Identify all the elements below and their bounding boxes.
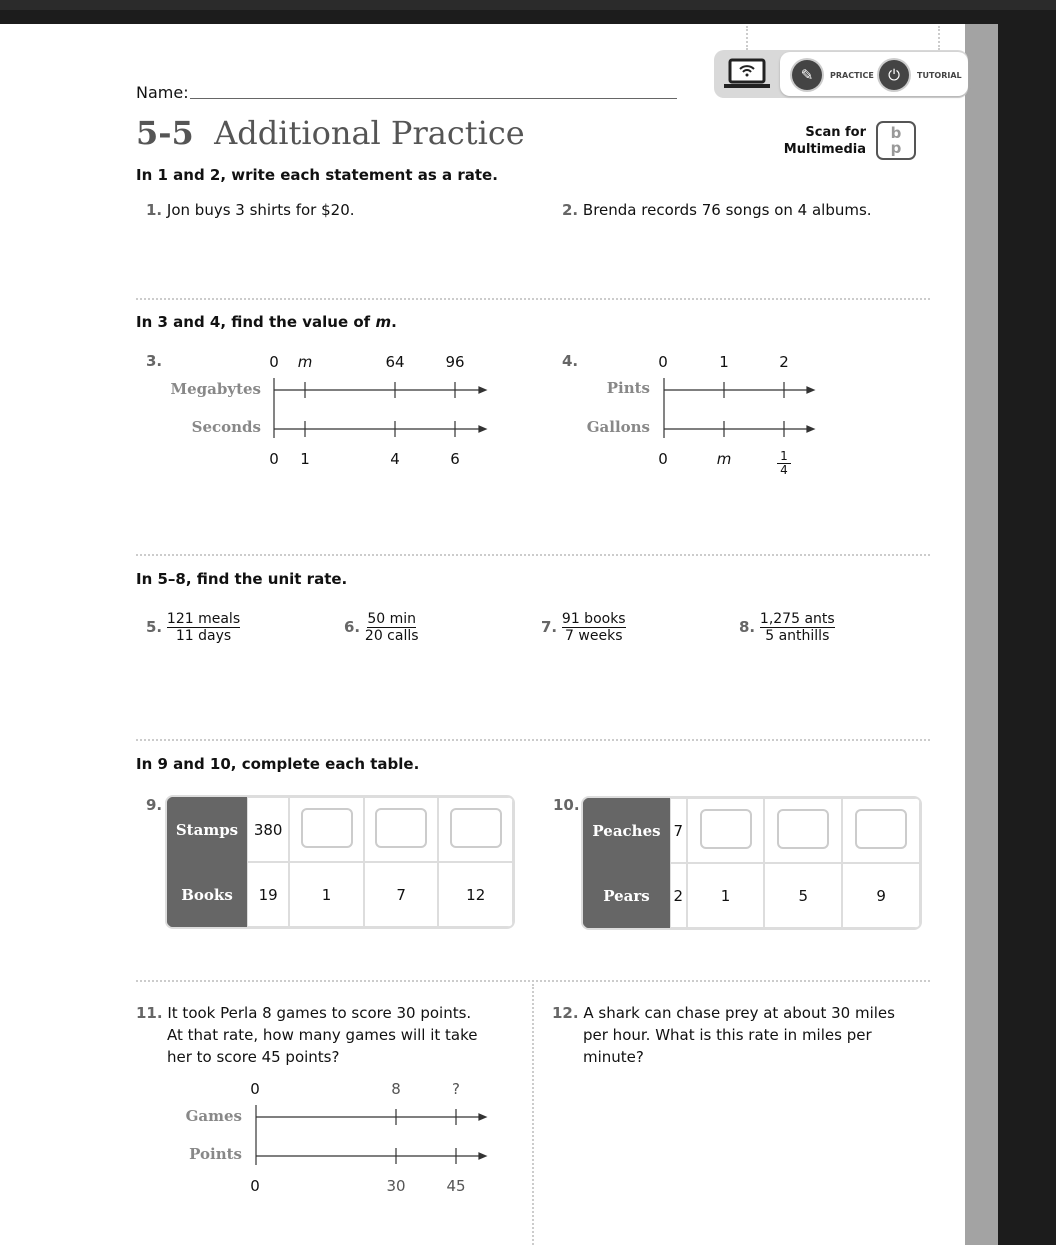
- q-num: 2.: [562, 201, 579, 219]
- q-text: At that rate, how many games will it take: [167, 1026, 478, 1044]
- denominator: 11 days: [175, 628, 232, 644]
- q-text: per hour. What is this rate in miles per: [583, 1026, 872, 1044]
- tick-label: ?: [452, 1080, 460, 1098]
- games-label: Games: [185, 1107, 242, 1125]
- cell: 9: [842, 863, 920, 928]
- row-header: Books: [167, 862, 247, 927]
- practice-pencil-icon[interactable]: ✎: [792, 60, 822, 90]
- seconds-label: Seconds: [191, 418, 261, 436]
- question-2: [562, 201, 872, 219]
- divider: [136, 980, 930, 982]
- tick-label: 6: [450, 450, 460, 468]
- t: .: [391, 313, 397, 331]
- q10-table: [583, 798, 920, 928]
- q4-num: 4.: [562, 352, 579, 370]
- table-row: [167, 862, 513, 927]
- tutorial-link[interactable]: TUTORIAL: [917, 71, 962, 80]
- numerator: 91 books: [561, 611, 626, 627]
- cell: [842, 798, 920, 863]
- points-label: Points: [189, 1145, 242, 1163]
- answer-box[interactable]: [700, 809, 752, 849]
- q-num: 8.: [739, 618, 756, 636]
- numerator: 121 meals: [166, 611, 241, 627]
- answer-box[interactable]: [450, 808, 502, 848]
- numerator: 50 min: [367, 611, 417, 627]
- practice-link[interactable]: PRACTICE: [830, 71, 874, 80]
- q-text: A shark can chase prey at about 30 miles: [583, 1004, 895, 1022]
- cell: 5: [764, 863, 842, 928]
- instruction-3-4: [136, 313, 397, 331]
- q-num: 1.: [146, 201, 163, 219]
- cell: [764, 798, 842, 863]
- numerator: 1: [777, 450, 791, 464]
- tick-label: 64: [385, 353, 405, 371]
- answer-box[interactable]: [777, 809, 829, 849]
- q-num: 12.: [552, 1004, 579, 1022]
- denominator: 4: [780, 463, 788, 477]
- pints-label: Pints: [606, 379, 650, 397]
- name-field[interactable]: [190, 98, 677, 99]
- tick-label: 0: [658, 353, 668, 371]
- q11-double-number-line: [252, 1105, 492, 1165]
- tick-label: 0: [250, 1177, 260, 1195]
- row-header: Stamps: [167, 797, 247, 862]
- cell: 1: [289, 862, 364, 927]
- q-text: minute?: [583, 1048, 644, 1066]
- tick-label: 4: [390, 450, 400, 468]
- gallons-label: Gallons: [586, 418, 650, 436]
- question-12: [552, 1002, 895, 1068]
- tick-label: 2: [779, 353, 789, 371]
- tick-label: 1: [719, 353, 729, 371]
- t: and: [167, 166, 210, 184]
- table-row: [583, 798, 920, 863]
- answer-box[interactable]: [855, 809, 907, 849]
- q3-double-number-line: [270, 378, 490, 438]
- instruction-9-10: In 9 and 10, complete each table.: [136, 755, 420, 773]
- question-11: [136, 1002, 478, 1068]
- instruction-5-8: In 5–8, find the unit rate.: [136, 570, 348, 588]
- divider: [746, 26, 748, 50]
- q-text: her to score 45 points?: [167, 1048, 340, 1066]
- divider: [532, 984, 534, 1245]
- page-edge: [965, 24, 998, 1245]
- tick-label: 30: [386, 1177, 406, 1195]
- q-text: Brenda records 76 songs on 4 albums.: [582, 201, 872, 219]
- megabytes-label: Megabytes: [170, 380, 261, 398]
- rate-fraction: [760, 611, 835, 644]
- q10-num: 10.: [553, 796, 580, 814]
- lesson-number: 5-5: [136, 114, 194, 152]
- rate-fraction: [365, 611, 419, 644]
- multimedia-text: Multimedia: [783, 142, 866, 157]
- tick-label: 45: [446, 1177, 466, 1195]
- cell: 19: [247, 862, 289, 927]
- question-6: [344, 611, 419, 644]
- window-top-bar: [0, 0, 1056, 10]
- cell: [364, 797, 439, 862]
- t: m: [375, 313, 392, 331]
- tick-label: 96: [445, 353, 465, 371]
- q4-double-number-line: [660, 378, 820, 438]
- row-header: Peaches: [583, 798, 670, 863]
- q-num: 5.: [146, 618, 163, 636]
- divider: [136, 554, 930, 556]
- cell: 7: [670, 798, 687, 863]
- tick-label: 0: [658, 450, 668, 468]
- cell: 380: [247, 797, 289, 862]
- tick-label: 1: [300, 450, 310, 468]
- cell: [687, 798, 765, 863]
- laptop-wifi-icon[interactable]: [724, 58, 772, 90]
- tick-label: 0: [269, 353, 279, 371]
- answer-box[interactable]: [375, 808, 427, 848]
- tutorial-power-icon[interactable]: ⏻: [879, 60, 909, 90]
- question-1: [146, 201, 355, 219]
- answer-box[interactable]: [301, 808, 353, 848]
- table-row: [583, 863, 920, 928]
- cell: 7: [364, 862, 439, 927]
- multimedia-b-logo-icon[interactable]: b p: [876, 121, 916, 160]
- question-7: [541, 611, 626, 644]
- tick-label: m: [716, 450, 732, 468]
- t: In 3 and 4, find the value of: [136, 313, 371, 331]
- rate-fraction: [167, 611, 240, 644]
- tick-label: m: [297, 353, 313, 371]
- page-title: Additional Practice: [214, 114, 525, 152]
- tick-label: 0: [250, 1080, 260, 1098]
- tick-label-fraction: [777, 450, 791, 477]
- rate-fraction: [562, 611, 626, 644]
- q9-num: 9.: [146, 796, 163, 814]
- q-num: 11.: [136, 1004, 163, 1022]
- q9-table: [167, 797, 513, 927]
- denominator: 5 anthills: [765, 628, 830, 644]
- divider: [136, 739, 930, 741]
- cell: [289, 797, 364, 862]
- row-header: Pears: [583, 863, 670, 928]
- question-8: [739, 611, 835, 644]
- t: 1: [157, 166, 168, 184]
- scan-text: Scan for: [805, 125, 866, 140]
- table-row: [167, 797, 513, 862]
- cell: 1: [687, 863, 765, 928]
- cell: 2: [670, 863, 687, 928]
- q3-num: 3.: [146, 352, 163, 370]
- instruction-1-2: [136, 166, 498, 184]
- q-num: 7.: [541, 618, 558, 636]
- t: , write each statement as a rate.: [220, 166, 498, 184]
- q-text: It took Perla 8 games to score 30 points.: [167, 1004, 472, 1022]
- cell: [438, 797, 513, 862]
- tick-label: 0: [269, 450, 279, 468]
- numerator: 1,275 ants: [759, 611, 835, 627]
- name-label: Name:: [136, 83, 189, 102]
- tick-label: 8: [391, 1080, 401, 1098]
- question-5: [146, 611, 240, 644]
- cell: 12: [438, 862, 513, 927]
- denominator: 7 weeks: [565, 628, 623, 644]
- q-num: 6.: [344, 618, 361, 636]
- q-text: Jon buys 3 shirts for $20.: [166, 201, 355, 219]
- divider: [938, 26, 940, 50]
- divider: [136, 298, 930, 300]
- denominator: 20 calls: [364, 628, 419, 644]
- t: 2: [209, 166, 221, 184]
- t: In: [136, 166, 158, 184]
- scan-label: [780, 124, 866, 158]
